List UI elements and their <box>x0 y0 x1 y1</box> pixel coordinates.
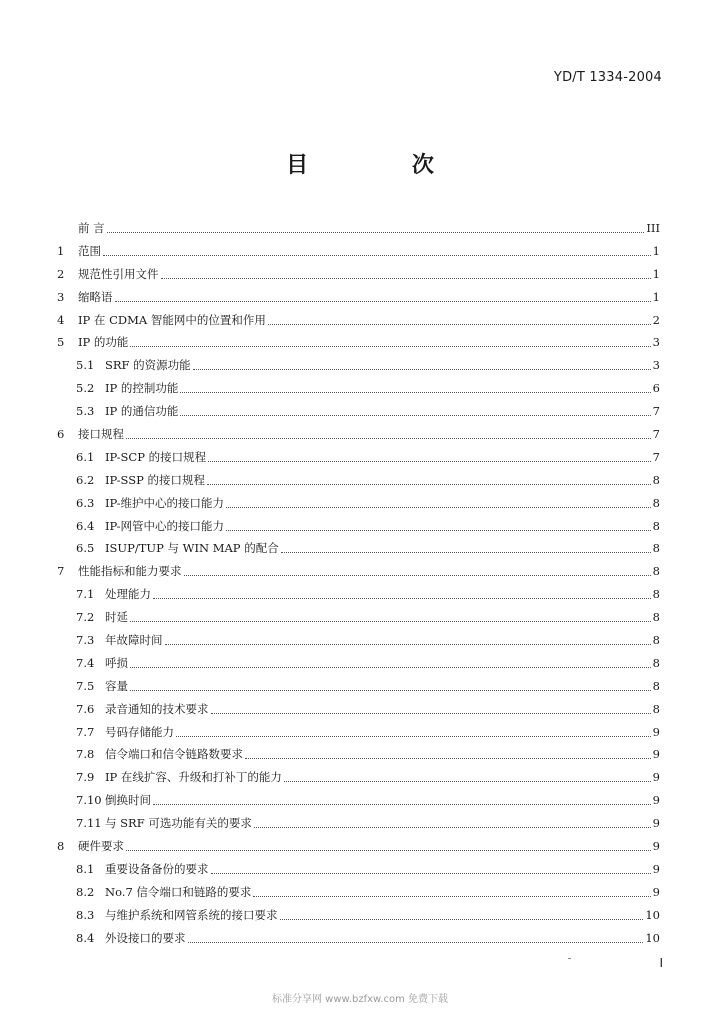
toc-entry-label: 缩略语 <box>78 289 113 304</box>
toc-entry-label: IP-网管中心的接口能力 <box>105 518 225 533</box>
toc-entry-number: 7.3 <box>76 633 95 648</box>
toc-entry-label: 信令端口和信令链路数要求 <box>105 747 243 762</box>
toc-dot-leader <box>180 392 650 393</box>
toc-entry-page: 9 <box>652 816 660 831</box>
toc-entry-number: 7.1 <box>76 587 95 602</box>
toc-entry[interactable] <box>57 721 660 744</box>
toc-entry-number: 8.2 <box>76 884 95 899</box>
toc-entry-label: IP-SSP 的接口规程 <box>105 472 205 487</box>
toc-entry-label: No.7 信令端口和链路的要求 <box>105 884 252 899</box>
toc-entry-number: 6.1 <box>76 449 95 464</box>
toc-entry-number: 7.7 <box>76 724 95 739</box>
toc-dot-leader <box>280 919 644 920</box>
toc-dot-leader <box>245 758 651 759</box>
toc-entry-number: 7.11 <box>76 816 102 831</box>
page-number: I <box>659 956 663 970</box>
toc-entry-page: 9 <box>652 884 660 899</box>
toc-entry-page: 8 <box>652 472 660 487</box>
toc-dot-leader <box>180 415 650 416</box>
toc-dot-leader <box>107 232 645 233</box>
toc-entry-number: 5 <box>57 335 65 350</box>
toc-entry-page: 1 <box>652 243 660 258</box>
toc-entry-label: 与 SRF 可选功能有关的要求 <box>105 816 252 831</box>
toc-entry-label: 倒换时间 <box>105 793 151 808</box>
toc-dot-leader <box>211 713 651 714</box>
toc-entry-number: 6.3 <box>76 495 95 510</box>
toc-entry-number: 7.6 <box>76 701 95 716</box>
toc-entry[interactable] <box>57 309 660 332</box>
toc-entry-page: 8 <box>652 633 660 648</box>
toc-entry[interactable] <box>57 263 660 286</box>
toc-entry-page: 10 <box>645 907 660 922</box>
toc-entry-number: 7.8 <box>76 747 95 762</box>
toc-entry-page: 2 <box>652 312 660 327</box>
toc-dot-leader <box>165 644 651 645</box>
toc-entry-page: 3 <box>652 335 660 350</box>
toc-entry-number: 5.3 <box>76 404 95 419</box>
toc-entry[interactable] <box>57 377 660 400</box>
toc-dot-leader <box>153 598 651 599</box>
toc-entry-number: 6.4 <box>76 518 95 533</box>
toc-dot-leader <box>153 804 651 805</box>
toc-entry[interactable] <box>57 629 660 652</box>
standard-code: YD/T 1334-2004 <box>553 70 662 85</box>
toc-entry-label: 录音通知的技术要求 <box>105 701 209 716</box>
toc-entry-number: 7 <box>57 564 65 579</box>
toc-entry-number: 8.1 <box>76 861 95 876</box>
toc-dot-leader <box>207 484 651 485</box>
toc-entry-page: 7 <box>652 404 660 419</box>
toc-dot-leader <box>284 781 651 782</box>
toc-entry[interactable] <box>57 698 660 721</box>
toc-entry[interactable] <box>57 881 660 904</box>
toc-dot-leader <box>226 507 651 508</box>
toc-entry-page: 8 <box>652 564 660 579</box>
toc-entry-page: 9 <box>652 724 660 739</box>
page-title: 目 次 <box>286 153 482 178</box>
toc-entry[interactable] <box>57 812 660 835</box>
toc-entry-label: 硬件要求 <box>78 839 124 854</box>
toc-entry[interactable] <box>57 606 660 629</box>
toc-dot-leader <box>184 575 651 576</box>
toc-entry-label: 呼损 <box>105 655 128 670</box>
toc-entry-label: ISUP/TUP 与 WIN MAP 的配合 <box>105 541 279 556</box>
toc-entry-number: 5.1 <box>76 358 95 373</box>
toc-entry-number: 2 <box>57 266 65 281</box>
toc-dot-leader <box>226 530 651 531</box>
toc-entry-page: 8 <box>652 518 660 533</box>
toc-entry-page: 10 <box>645 930 660 945</box>
toc-entry-label: 规范性引用文件 <box>78 266 159 281</box>
toc-entry-page: 8 <box>652 610 660 625</box>
toc-entry-number: 3 <box>57 289 65 304</box>
toc-entry-number: 6 <box>57 427 65 442</box>
toc-entry-number: 7.4 <box>76 655 95 670</box>
toc-entry-number: 4 <box>57 312 65 327</box>
toc-entry-page: 8 <box>652 495 660 510</box>
toc-entry-number: 6.2 <box>76 472 95 487</box>
toc-entry-label: IP 在线扩容、升级和打补丁的能力 <box>105 770 282 785</box>
toc-entry-page: 6 <box>652 381 660 396</box>
toc-entry-label: SRF 的资源功能 <box>105 358 191 373</box>
toc-entry-page: 8 <box>652 701 660 716</box>
toc-dot-leader <box>211 873 651 874</box>
toc-entry-number: 8.4 <box>76 930 95 945</box>
toc-entry-label: IP 的通信功能 <box>105 404 179 419</box>
toc-dot-leader <box>254 827 651 828</box>
toc-dot-leader <box>130 621 651 622</box>
toc-entry-number: 8.3 <box>76 907 95 922</box>
toc-entry-number: 1 <box>57 243 65 258</box>
toc-dot-leader <box>268 324 651 325</box>
toc-entry-page: 9 <box>652 770 660 785</box>
toc-entry[interactable] <box>57 423 660 446</box>
toc-entry[interactable] <box>57 743 660 766</box>
toc-entry-label: 前 言 <box>78 221 105 235</box>
toc-entry[interactable] <box>57 927 660 950</box>
toc-dot-leader <box>208 461 651 462</box>
toc-entry[interactable] <box>57 492 660 515</box>
toc-entry-number: 7.2 <box>76 610 95 625</box>
toc-dot-leader <box>188 942 644 943</box>
toc-entry-number: 7.10 <box>76 793 102 808</box>
toc-dot-leader <box>161 278 651 279</box>
toc-entry-label: 容量 <box>105 678 128 693</box>
toc-entry-label: 时延 <box>105 610 128 625</box>
toc-entry[interactable] <box>57 446 660 469</box>
toc-entry-label: 外设接口的要求 <box>105 930 186 945</box>
toc-entry-page: 8 <box>652 678 660 693</box>
toc-entry-label: IP 在 CDMA 智能网中的位置和作用 <box>78 312 266 327</box>
toc-dot-leader <box>253 896 650 897</box>
toc-entry[interactable] <box>57 583 660 606</box>
toc-dot-leader <box>176 736 651 737</box>
toc-entry[interactable] <box>57 835 660 858</box>
toc-entry-label: IP 的功能 <box>78 335 129 350</box>
toc-entry-label: 接口规程 <box>78 427 124 442</box>
toc-entry-page: 8 <box>652 541 660 556</box>
toc-entry-page: 7 <box>652 449 660 464</box>
toc-entry-page: 8 <box>652 655 660 670</box>
toc-entry-label: 与维护系统和网管系统的接口要求 <box>105 907 278 922</box>
scan-speck <box>568 958 571 959</box>
toc-entry-label: IP-维护中心的接口能力 <box>105 495 225 510</box>
toc-entry-number: 6.5 <box>76 541 95 556</box>
toc-entry-label: 性能指标和能力要求 <box>78 564 182 579</box>
toc-entry-label: IP-SCP 的接口规程 <box>105 449 207 464</box>
toc-entry-number: 5.2 <box>76 381 95 396</box>
toc-entry-page: 7 <box>652 427 660 442</box>
toc-dot-leader <box>103 255 651 256</box>
watermark: 标准分享网 www.bzfxw.com 免费下载 <box>272 994 448 1005</box>
toc-entry[interactable] <box>57 354 660 377</box>
toc-entry[interactable] <box>57 675 660 698</box>
toc-entry-number: 7.9 <box>76 770 95 785</box>
toc-entry-page: 3 <box>652 358 660 373</box>
toc-entry[interactable] <box>57 766 660 789</box>
toc-dot-leader <box>126 850 651 851</box>
toc-dot-leader <box>281 552 651 553</box>
toc-dot-leader <box>130 346 650 347</box>
toc-entry-page: 8 <box>652 587 660 602</box>
toc-entry[interactable] <box>57 286 660 309</box>
toc-entry-page: 1 <box>652 266 660 281</box>
toc-dot-leader <box>126 438 651 439</box>
toc-entry-page: 1 <box>652 289 660 304</box>
toc-entry-page: 9 <box>652 747 660 762</box>
table-of-contents <box>57 217 660 950</box>
toc-entry[interactable] <box>57 515 660 538</box>
toc-entry-label: 重要设备备份的要求 <box>105 861 209 876</box>
toc-entry[interactable] <box>57 858 660 881</box>
toc-dot-leader <box>193 369 651 370</box>
toc-entry[interactable] <box>57 560 660 583</box>
toc-entry[interactable] <box>57 469 660 492</box>
toc-dot-leader <box>130 667 651 668</box>
toc-entry[interactable] <box>57 537 660 560</box>
toc-entry[interactable] <box>57 217 660 240</box>
toc-entry-page: 9 <box>652 793 660 808</box>
toc-entry[interactable] <box>57 904 660 927</box>
toc-entry[interactable] <box>57 331 660 354</box>
toc-entry-page: III <box>646 221 660 235</box>
toc-entry[interactable] <box>57 652 660 675</box>
toc-dot-leader <box>130 690 651 691</box>
toc-entry-page: 9 <box>652 861 660 876</box>
toc-entry-number: 7.5 <box>76 678 95 693</box>
toc-entry[interactable] <box>57 240 660 263</box>
toc-entry-number: 8 <box>57 839 65 854</box>
toc-entry-label: 范围 <box>78 243 101 258</box>
toc-entry-label: 处理能力 <box>105 587 151 602</box>
toc-entry[interactable] <box>57 400 660 423</box>
toc-dot-leader <box>115 301 651 302</box>
toc-entry-label: IP 的控制功能 <box>105 381 179 396</box>
toc-entry[interactable] <box>57 789 660 812</box>
toc-entry-label: 号码存储能力 <box>105 724 174 739</box>
toc-entry-label: 年故障时间 <box>105 633 163 648</box>
toc-entry-page: 9 <box>652 839 660 854</box>
